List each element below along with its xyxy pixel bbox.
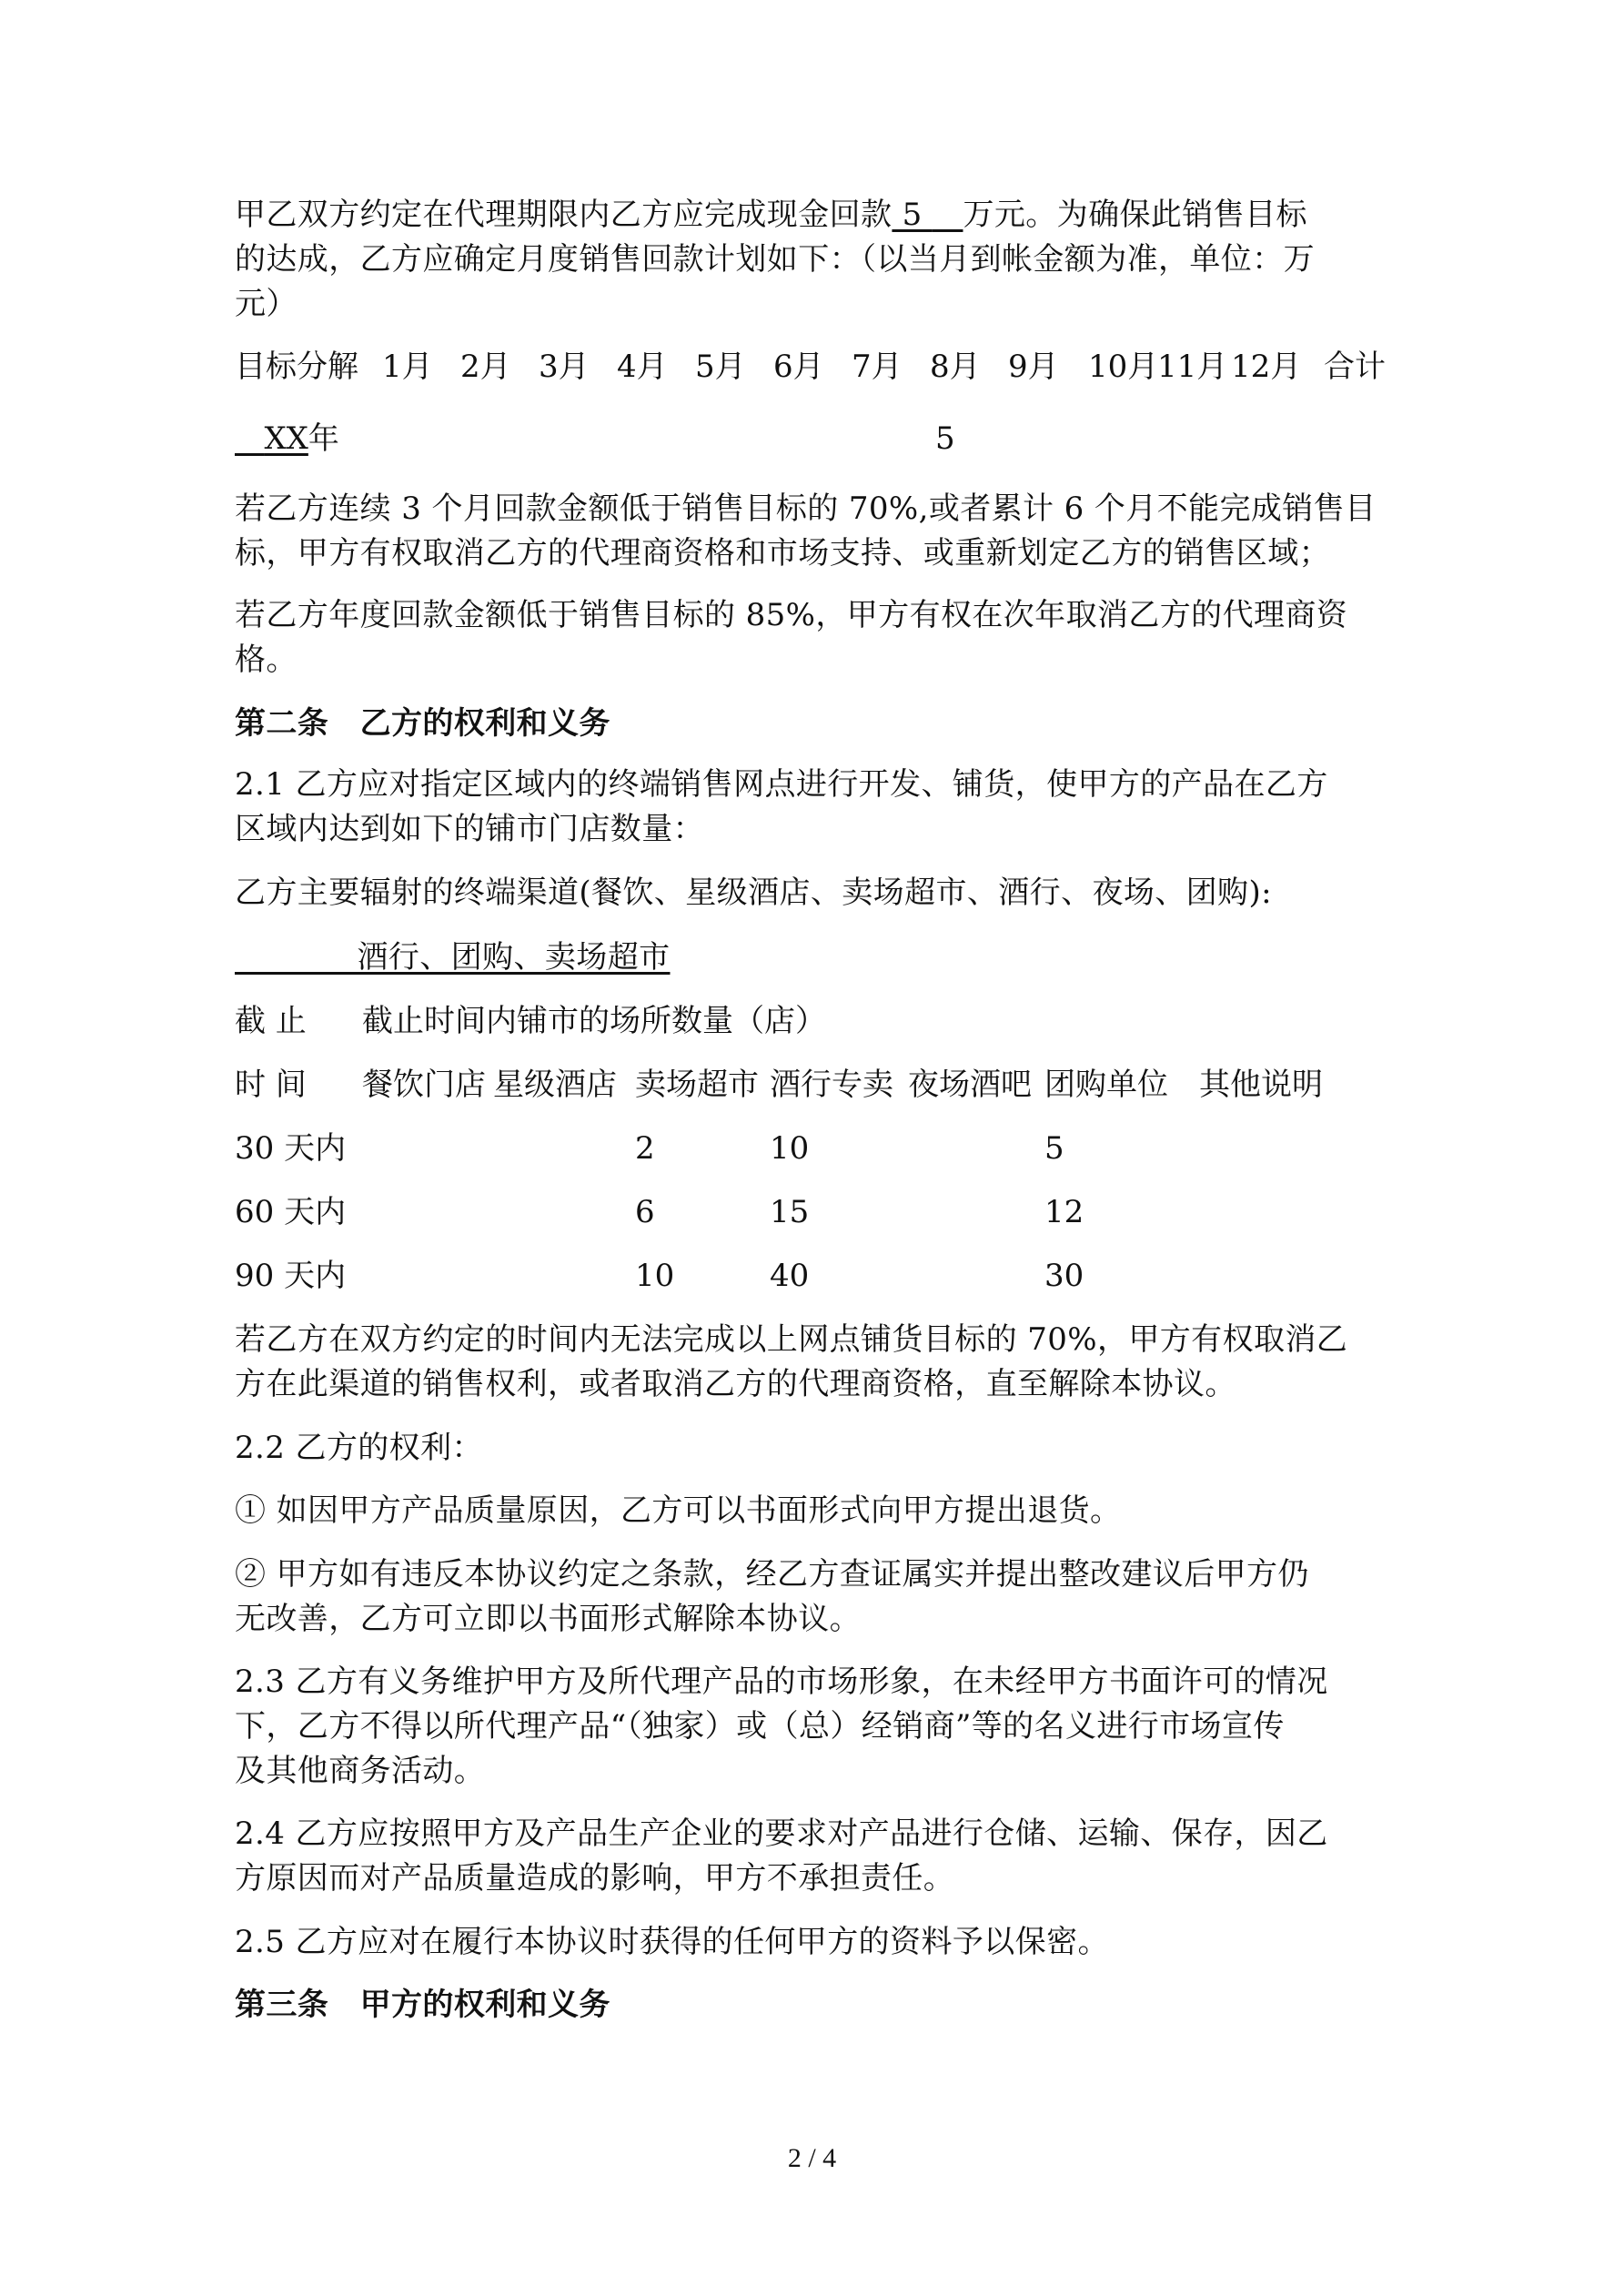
year-blank: XX [264,420,308,457]
month-9: 9月 [1008,349,1059,385]
para4-line1: 若乙方在双方约定的时间内无法完成以上网点铺货目标的 70%，甲方有权取消乙 [235,1321,1348,1358]
clause-2-3-line3: 及其他商务活动。 [235,1753,486,1789]
channels-value: 酒行、团购、卖场超市 [357,939,671,976]
month-7: 7月 [852,349,903,385]
clause-2-3-line2: 下，乙方不得以所代理产品“（独家）或（总）经销商”等的名义进行市场宣传 [235,1708,1285,1745]
row1-col5: 5 [1044,1130,1064,1167]
para2-line1: 若乙方连续 3 个月回款金额低于销售目标的 70%,或者累计 6 个月不能完成销售目 [235,491,1377,527]
month-6: 6月 [773,349,824,385]
col-header-2: 星级酒店 [493,1067,617,1103]
year-suffix: 年 [308,420,339,457]
clause-2-2-item2-line2: 无改善，乙方可立即以书面形式解除本协议。 [235,1601,861,1637]
amount-blank: 5 [892,197,933,233]
row3-col3: 40 [770,1258,810,1294]
col-header-1: 餐饮门店 [362,1067,486,1103]
clause-2-1-line1: 2.1 乙方应对指定区域内的终端销售网点进行开发、铺货，使甲方的产品在乙方 [235,766,1328,803]
col-header-4: 酒行专卖 [770,1067,893,1103]
para1-text-a: 甲乙双方约定在代理期限内乙方应完成现金回款 [235,197,893,233]
row3-col5: 30 [1044,1258,1084,1294]
target-header-label: 目标分解 [235,349,358,385]
clause-2-4-line1: 2.4 乙方应按照甲方及产品生产企业的要求对产品进行仓储、运输、保存，因乙 [235,1816,1328,1852]
clause-2-3-line1: 2.3 乙方有义务维护甲方及所代理产品的市场形象，在未经甲方书面许可的情况 [235,1664,1328,1700]
para4-line2: 方在此渠道的销售权利，或者取消乙方的代理商资格，直至解除本协议。 [235,1366,1236,1402]
col-header-3: 卖场超市 [635,1067,759,1103]
para3-line1: 若乙方年度回款金额低于销售目标的 85%，甲方有权在次年取消乙方的代理商资 [235,597,1348,633]
year-cell [235,419,339,459]
month-2: 2月 [460,349,511,385]
month-12: 12月 [1231,349,1302,385]
clause-2-1-line2: 区域内达到如下的铺市门店数量： [235,811,704,847]
month-1: 1月 [382,349,433,385]
time-label: 时 间 [235,1067,307,1103]
channels-intro: 乙方主要辐射的终端渠道(餐饮、星级酒店、卖场超市、酒行、夜场、团购): [235,875,1272,911]
month-10: 10月 [1088,349,1159,385]
row3-period: 90 天内 [235,1258,347,1294]
row2-period: 60 天内 [235,1194,347,1230]
month-5: 5月 [695,349,746,385]
para1-line1 [235,195,1307,235]
month-4: 4月 [617,349,668,385]
month-11: 11月 [1157,349,1228,385]
para3-line2: 格。 [235,642,298,678]
col-header-6: 团购单位 [1044,1067,1168,1103]
clause-2-2-item1: ① 如因甲方产品质量原因，乙方可以书面形式向甲方提出退货。 [235,1492,1122,1529]
article3-title: 第三条 甲方的权利和义务 [235,1987,610,2023]
outlet-caption: 截止时间内铺市的场所数量（店） [362,1003,826,1039]
page-number: 2 / 4 [787,2143,837,2173]
article2-title: 第二条 乙方的权利和义务 [235,705,610,742]
row1-col2: 2 [635,1130,655,1167]
col-header-7: 其他说明 [1199,1067,1323,1103]
row3-col2: 10 [635,1258,675,1294]
row2-col5: 12 [1044,1194,1084,1230]
total-label: 合计 [1324,349,1386,385]
para2-line2: 标，甲方有权取消乙方的代理商资格和市场支持、或重新划定乙方的销售区域； [235,535,1330,571]
year-value: 5 [935,420,955,457]
clause-2-5: 2.5 乙方应对在履行本协议时获得的任何甲方的资料予以保密。 [235,1924,1109,1960]
col-header-5: 夜场酒吧 [908,1067,1032,1103]
row1-col3: 10 [770,1130,810,1167]
month-3: 3月 [539,349,590,385]
para1-text-b: 万元。为确保此销售目标 [963,197,1307,233]
month-8: 8月 [930,349,981,385]
channels-value-line [235,937,671,977]
row1-period: 30 天内 [235,1130,347,1167]
clause-2-4-line2: 方原因而对产品质量造成的影响，甲方不承担责任。 [235,1860,955,1896]
para1-line2: 的达成，乙方应确定月度销售回款计划如下：（以当月到帐金额为准，单位：万 [235,241,1315,278]
clause-2-2-item2-line1: ② 甲方如有违反本协议约定之条款，经乙方查证属实并提出整改建议后甲方仍 [235,1556,1309,1593]
row2-col3: 15 [770,1194,810,1230]
clause-2-2-title: 2.2 乙方的权利： [235,1430,483,1466]
para1-line3: 元） [235,286,298,322]
row2-col2: 6 [635,1194,655,1230]
deadline-label: 截 止 [235,1003,307,1039]
